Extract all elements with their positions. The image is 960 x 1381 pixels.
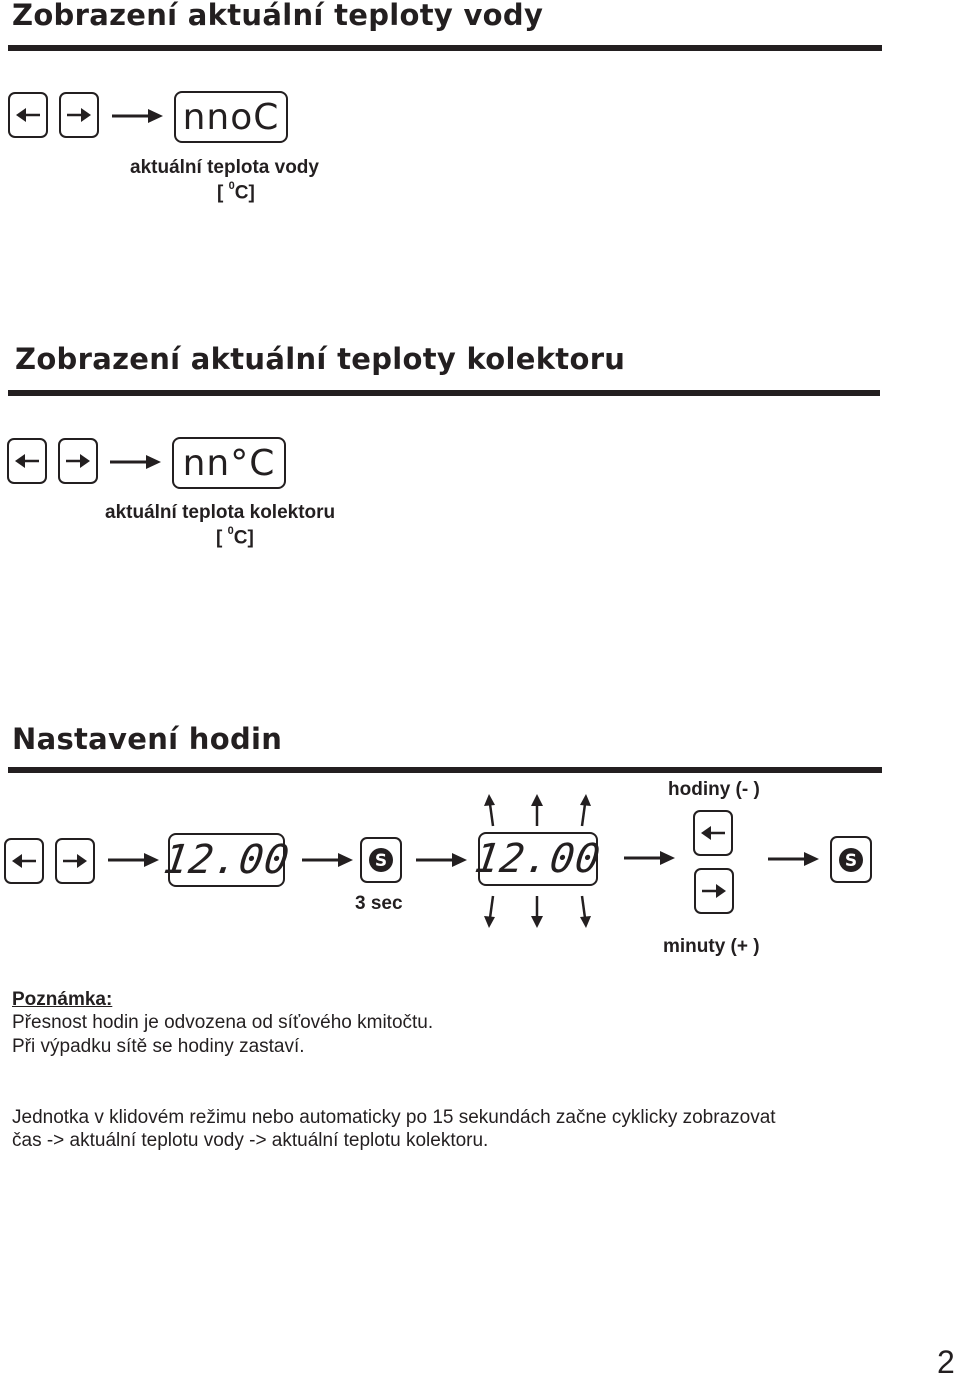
- footer-paragraph-line-1: Jednotka v klidovém režimu nebo automaticky po 15 sekundách začne cyklicky zobrazovat: [12, 1107, 776, 1128]
- flow-arrow-icon: [624, 848, 676, 868]
- left-arrow-icon: [700, 824, 726, 842]
- unit-close: C]: [233, 527, 254, 549]
- set-button[interactable]: [830, 836, 872, 883]
- collector-section-title: Zobrazení aktuální teploty kolektoru: [15, 342, 626, 376]
- hold-time-label: 3 sec: [355, 893, 403, 914]
- collector-section-rule: [8, 390, 880, 396]
- down-arrows-icon: [482, 894, 602, 930]
- clock-display: [160, 833, 293, 887]
- water-temp-unit: [217, 182, 255, 204]
- collector-temp-display: [172, 437, 286, 489]
- minutes-plus-button[interactable]: [694, 868, 734, 914]
- water-section-rule: [8, 45, 882, 51]
- footer-paragraph-line-2: čas -> aktuální teplotu vody -> aktuální teplotu kolektoru.: [12, 1130, 489, 1151]
- svg-text:S: S: [844, 850, 858, 871]
- flow-arrow-icon: [416, 850, 468, 870]
- right-arrow-icon: [701, 882, 727, 900]
- flow-arrow-icon: [302, 850, 354, 870]
- unit-open: [: [216, 527, 228, 549]
- right-arrow-icon: [62, 852, 88, 870]
- clock-edit-display: [472, 832, 604, 886]
- clock-section-rule: [8, 767, 882, 773]
- flow-arrow-icon: [110, 452, 162, 472]
- unit-degree: 0: [228, 180, 235, 192]
- left-arrow-icon: [11, 852, 37, 870]
- water-section-title: Zobrazení aktuální teploty vody: [12, 0, 544, 32]
- set-button[interactable]: [360, 837, 402, 883]
- left-arrow-icon: [15, 106, 41, 124]
- unit-open: [: [217, 182, 229, 204]
- water-temp-display: [174, 91, 288, 143]
- minutes-label: minuty (+ ): [663, 936, 760, 957]
- clock-display-text: 12.00: [160, 837, 293, 883]
- right-arrow-icon: [66, 106, 92, 124]
- unit-degree: 0: [227, 525, 234, 537]
- left-button[interactable]: [7, 438, 47, 484]
- flow-arrow-icon: [112, 106, 164, 126]
- s-button-icon: [368, 847, 394, 873]
- note-title: Poznámka:: [12, 989, 113, 1010]
- page-number: 2: [937, 1344, 955, 1380]
- collector-temp-caption: aktuální teplota kolektoru: [105, 502, 336, 523]
- hours-label: hodiny (- ): [668, 779, 760, 800]
- flow-arrow-icon: [108, 850, 160, 870]
- note-line-1: Přesnost hodin je odvozena od síťového kmitočtu.: [12, 1012, 434, 1033]
- note-line-2: Při výpadku sítě se hodiny zastaví.: [12, 1036, 305, 1057]
- left-button[interactable]: [8, 92, 48, 138]
- left-button[interactable]: [4, 838, 44, 884]
- collector-temp-display-text: nn°C: [182, 442, 276, 484]
- left-arrow-icon: [14, 452, 40, 470]
- s-button-icon: [838, 847, 864, 873]
- water-temp-caption: aktuální teplota vody: [130, 157, 319, 178]
- right-arrow-icon: [65, 452, 91, 470]
- clock-section-title: Nastavení hodin: [12, 722, 283, 756]
- clock-edit-display-text: 12.00: [472, 836, 604, 882]
- unit-close: C]: [234, 182, 255, 204]
- right-button[interactable]: [58, 438, 98, 484]
- svg-text:S: S: [374, 851, 388, 871]
- right-button[interactable]: [59, 92, 99, 138]
- hours-minus-button[interactable]: [693, 810, 733, 856]
- water-temp-display-text: nnoC: [182, 96, 280, 138]
- up-arrows-icon: [482, 792, 602, 828]
- flow-arrow-icon: [768, 849, 820, 869]
- right-button[interactable]: [55, 838, 95, 884]
- collector-temp-unit: [216, 527, 254, 549]
